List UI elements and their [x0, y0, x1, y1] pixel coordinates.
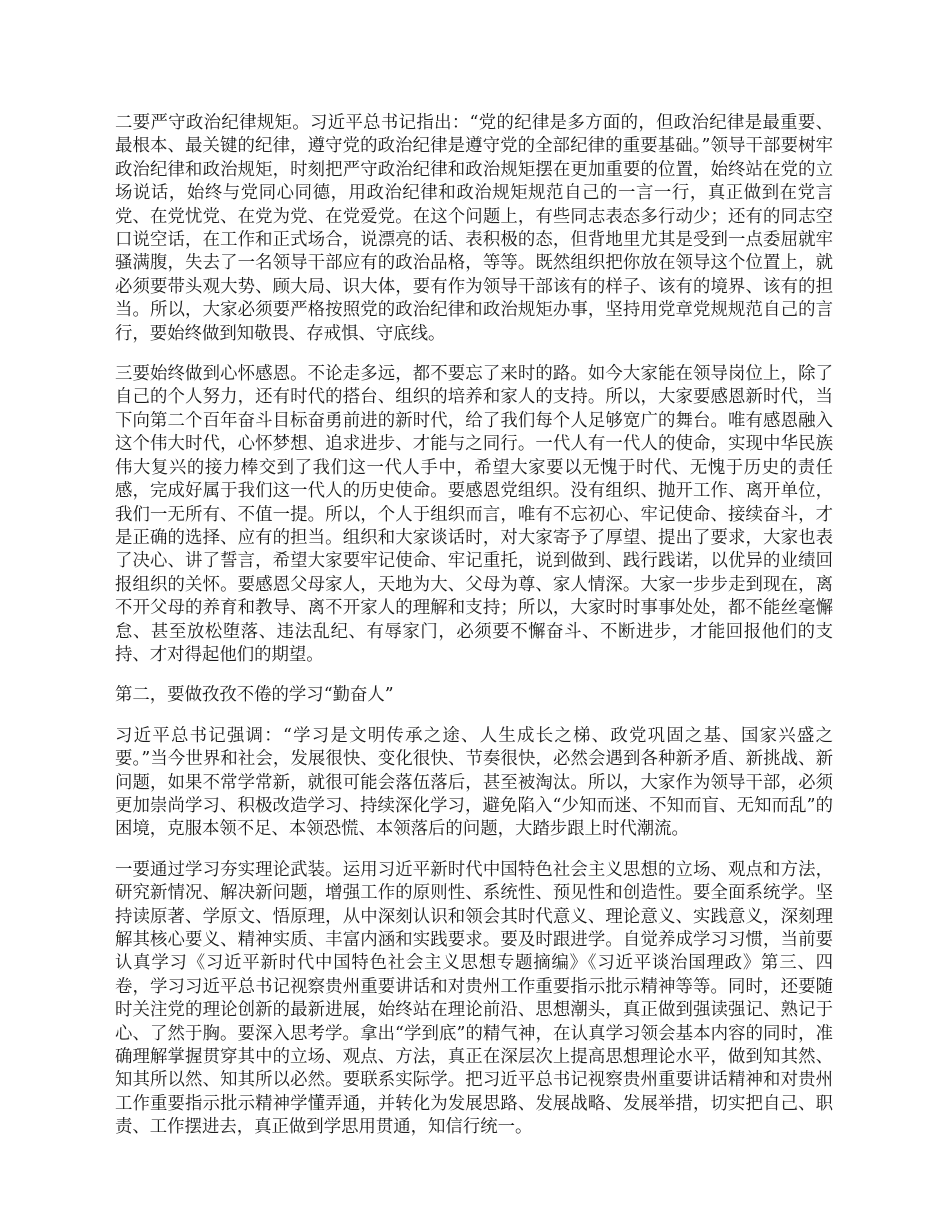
paragraph-learning-quote: 习近平总书记强调：“学习是文明传承之途、人生成长之梯、政党巩固之基、国家兴盛之要。”当今世界和社会，发展很快、变化很快、节奏很快，必然会遇到各种新矛盾、新挑战、新问题，如果不常学常新，就很可能会落伍落后，甚至被淘汰。所以，大家作为领导干部，必须更加崇尚学习、积极改造学习、持续深化学习，避免陷入“少知而迷、不知而盲、无知而乱”的困境，克服本领不足、本领恐慌、本领落后的问题，大踏步跟上时代潮流。: [115, 725, 833, 840]
paragraph-theory-study: 一要通过学习夯实理论武装。运用习近平新时代中国特色社会主义思想的立场、观点和方法，研究新情况、解决新问题，增强工作的原则性、系统性、预见性和创造性。要全面系统学。坚持读原著、学原文、悟原理，从中深刻认识和领会其时代意义、理论意义、实践意义，深刻理解其核心要义、精神实质、丰富内涵和实践要求。要及时跟进学。自觉养成学习习惯，当前要认真学习《习近平新时代中国特色社会主义思想专题摘编》《习近平谈治国理政》第三、四卷，学习习近平总书记视察贵州重要讲话和对贵州工作重要指示批示精神等等。同时，还要随时关注党的理论创新的最新进展，始终站在理论前沿、思想潮头，真正做到强读强记、熟记于心、了然于胸。要深入思考学。拿出“学到底”的精气神，在认真学习领会基本内容的同时，准确理解掌握贯穿其中的立场、观点、方法，真正在深层次上提高思想理论水平，做到知其然、知其所以然、知其所以必然。要联系实际学。把习近平总书记视察贵州重要讲话精神和对贵州工作重要指示批示精神学懂弄通，并转化为发展思路、发展战略、发展举措，切实把自己、职责、工作摆进去，真正做到学思用贯通，知信行统一。: [115, 859, 833, 1138]
paragraph-political-discipline: 二要严守政治纪律规矩。习近平总书记指出：“党的纪律是多方面的，但政治纪律是最重要、最根本、最关键的纪律，遵守党的政治纪律是遵守党的全部纪律的重要基础。”领导干部要树牢政治纪律和政治规矩，时刻把严守政治纪律和政治规矩摆在更加重要的位置，始终站在党的立场说话，始终与党同心同德，用政治纪律和政治规矩规范自己的一言一行，真正做到在党言党、在党忧党、在党为党、在党爱党。在这个问题上，有些同志表态多行动少；还有的同志空口说空话，在工作和正式场合，说漂亮的话、表积极的态，但背地里尤其是受到一点委屈就牢骚满腹，失去了一名领导干部应有的政治品格，等等。既然组织把你放在领导这个位置上，就必须要带头观大势、顾大局、识大体，要有作为领导干部该有的样子、该有的境界、该有的担当。所以，大家必须要严格按照党的政治纪律和政治规矩办事，坚持用党章党规规范自己的言行，要始终做到知敬畏、存戒惧、守底线。: [115, 113, 833, 344]
document-body: [115, 112, 833, 1157]
section-heading-diligent-learner: 第二，要做孜孜不倦的学习“勤奋人”: [115, 685, 394, 706]
paragraph-gratitude: 三要始终做到心怀感恩。不论走多远，都不要忘了来时的路。如今大家能在领导岗位上，除了自己的个人努力，还有时代的搭台、组织的培养和家人的支持。所以，大家要感恩新时代，当下向第二个百年奋斗目标奋勇前进的新时代，给了我们每个人足够宽广的舞台。唯有感恩融入这个伟大时代，心怀梦想、追求进步、才能与之同行。一代人有一代人的使命，实现中华民族伟大复兴的接力棒交到了我们这一代人手中，希望大家要以无愧于时代、无愧于历史的责任感，完成好属于我们这一代人的历史使命。要感恩党组织。没有组织、抛开工作、离开单位，我们一无所有、不值一提。所以，个人于组织而言，唯有不忘初心、牢记使命、接续奋斗，才是正确的选择、应有的担当。组织和大家谈话时，对大家寄予了厚望、提出了要求，大家也表了决心、讲了誓言，希望大家要牢记使命、牢记重托，说到做到、践行践诺，以优异的业绩回报组织的关怀。要感恩父母家人，天地为大、父母为尊、家人情深。大家一步步走到现在，离不开父母的养育和教导、离不开家人的理解和支持；所以，大家时时事事处处，都不能丝毫懈怠、甚至放松堕落、违法乱纪、有辱家门，必须要不懈奋斗、不断进步，才能回报他们的支持、才对得起他们的期望。: [115, 364, 833, 665]
